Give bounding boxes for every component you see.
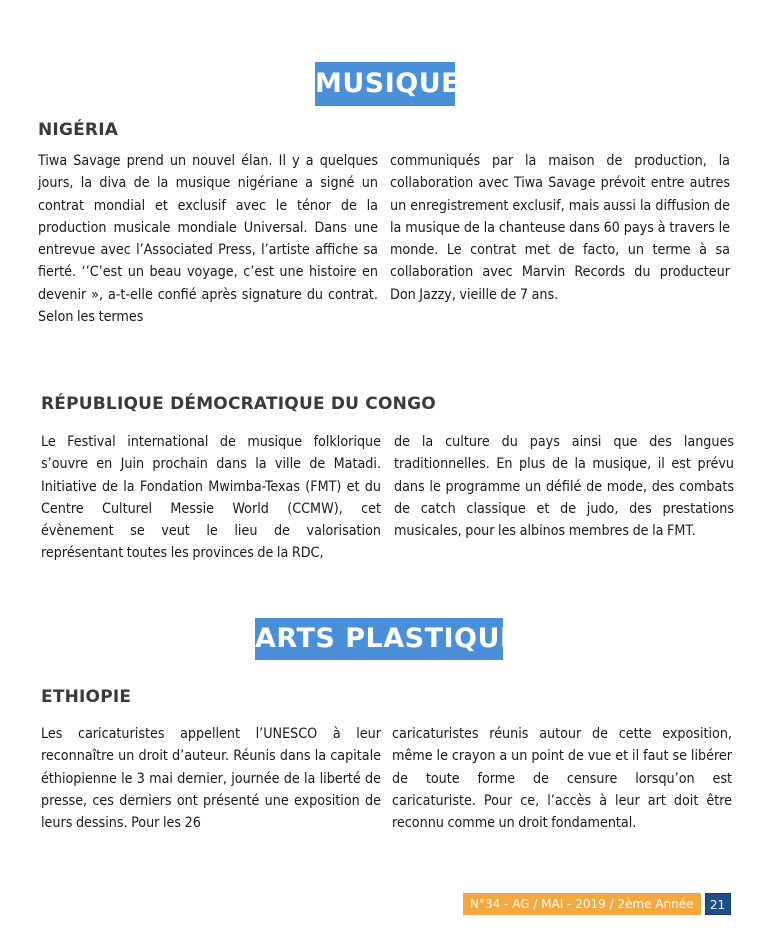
article-heading-ethiopie: ETHIOPIE — [41, 687, 132, 707]
article-rdc-column-right: de la culture du pays ainsi que des langues traditionnelles. En plus de la musique, il est prévu dans le programme un défilé de mode, des combats de catch classique et de judo, des prestations musicales, pour les albinos membres de la FMT. — [394, 434, 734, 540]
section-banner-arts-plastiques: ARTS PLASTIQUES — [255, 618, 503, 660]
article-heading-nigeria: NIGÉRIA — [38, 120, 119, 140]
article-ethiopie-column-right: caricaturistes réunis autour de cette exposition, même le crayon a un point de vue et il faut se libérer de toute forme de censure lorsqu’on est caricaturiste. Pour ce, l’accès à leur art doit être reconnu comme un droit fondamental. — [392, 726, 732, 832]
article-ethiopie-column-left: Les caricaturistes appellent l’UNESCO à leur reconnaître un droit d’auteur. Réunis dans la capitale éthiopienne le 3 mai dernier, journée de la liberté de presse, ces derniers ont présenté une exposition de leurs dessins. Pour les 26 — [41, 726, 381, 832]
issue-label: N°34 - AG / MAI - 2019 / 2ème Année — [463, 893, 701, 915]
article-rdc-column-left: Le Festival international de musique folklorique s’ouvre en Juin prochain dans la ville de Matadi. Initiative de la Fondation Mwimba-Texas (FMT) et du Centre Culturel Messie World (CCMW), cet évènement se veut le lieu de valorisation représentant toutes les provinces de la RDC, — [41, 434, 381, 562]
article-nigeria-column-right: communiqués par la maison de production, la collaboration avec Tiwa Savage prévoit entre autres un enregistrement exclusif, mais aussi la diffusion de la musique de la chanteuse dans 60 pays à travers le monde. Le contrat met de facto, un terme à sa collaboration avec Marvin Records du producteur Don Jazzy, vieille de 7 ans. — [390, 153, 730, 303]
article-heading-rdc: RÉPUBLIQUE DÉMOCRATIQUE DU CONGO — [41, 394, 436, 414]
article-nigeria-column-left: Tiwa Savage prend un nouvel élan. Il y a quelques jours, la diva de la musique nigériane a signé un contrat mondial et exclusif avec le ténor de la production musicale mondiale Universal. Dans une entrevue avec l’Associated Press, l’artiste affiche sa fierté. ‘’C’est un beau voyage, c’est une histoire en devenir », a-t-elle confié après signature du contrat. Selon les termes — [38, 153, 378, 326]
page-number: 21 — [705, 893, 731, 915]
section-banner-musique: MUSIQUE — [315, 62, 455, 106]
page-footer — [463, 893, 731, 915]
